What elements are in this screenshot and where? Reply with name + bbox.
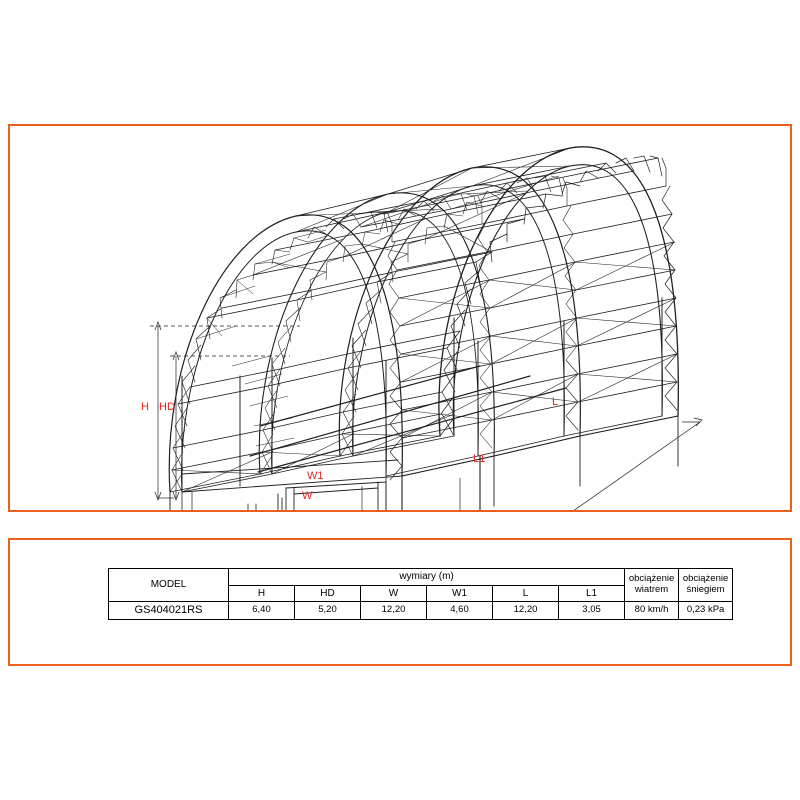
cell-w: 12,20 — [361, 602, 427, 620]
cell-h: 6,40 — [229, 602, 295, 620]
header-wind-load-line1: obciążenie — [628, 573, 675, 585]
header-snow-load-line1: obciążenie — [682, 573, 729, 585]
table-header-row — [109, 569, 733, 586]
subheader-w: W — [361, 585, 427, 602]
dim-label-w1: W1 — [307, 470, 324, 482]
dim-label-l: L — [552, 396, 559, 408]
cell-w1: 4,60 — [427, 602, 493, 620]
dim-label-l1: L1 — [473, 453, 486, 465]
dimension-lines — [10, 126, 790, 510]
header-model: MODEL — [109, 569, 229, 602]
cell-snow-load: 0,23 kPa — [679, 602, 733, 620]
subheader-h: H — [229, 585, 295, 602]
header-snow-load-line2: śniegiem — [686, 584, 725, 595]
subheader-l1: L1 — [559, 585, 625, 602]
header-dimensions: wymiary (m) — [229, 569, 625, 586]
subheader-w1: W1 — [427, 585, 493, 602]
cell-hd: 5,20 — [295, 602, 361, 620]
cell-l: 12,20 — [493, 602, 559, 620]
spec-table-wrapper — [108, 568, 732, 620]
cell-l1: 3,05 — [559, 602, 625, 620]
subheader-hd: HD — [295, 585, 361, 602]
dim-label-w: W — [302, 490, 313, 502]
header-wind-load — [625, 569, 679, 602]
subheader-l: L — [493, 585, 559, 602]
table-row — [109, 602, 733, 620]
cell-wind-load: 80 km/h — [625, 602, 679, 620]
dim-label-hd: HD — [159, 401, 175, 413]
spec-table — [108, 568, 733, 620]
dim-label-h: H — [141, 401, 149, 413]
header-wind-load-line2: wiatrem — [634, 584, 669, 595]
cell-model: GS404021RS — [109, 602, 229, 620]
header-snow-load — [679, 569, 733, 602]
drawing-panel — [8, 124, 792, 512]
